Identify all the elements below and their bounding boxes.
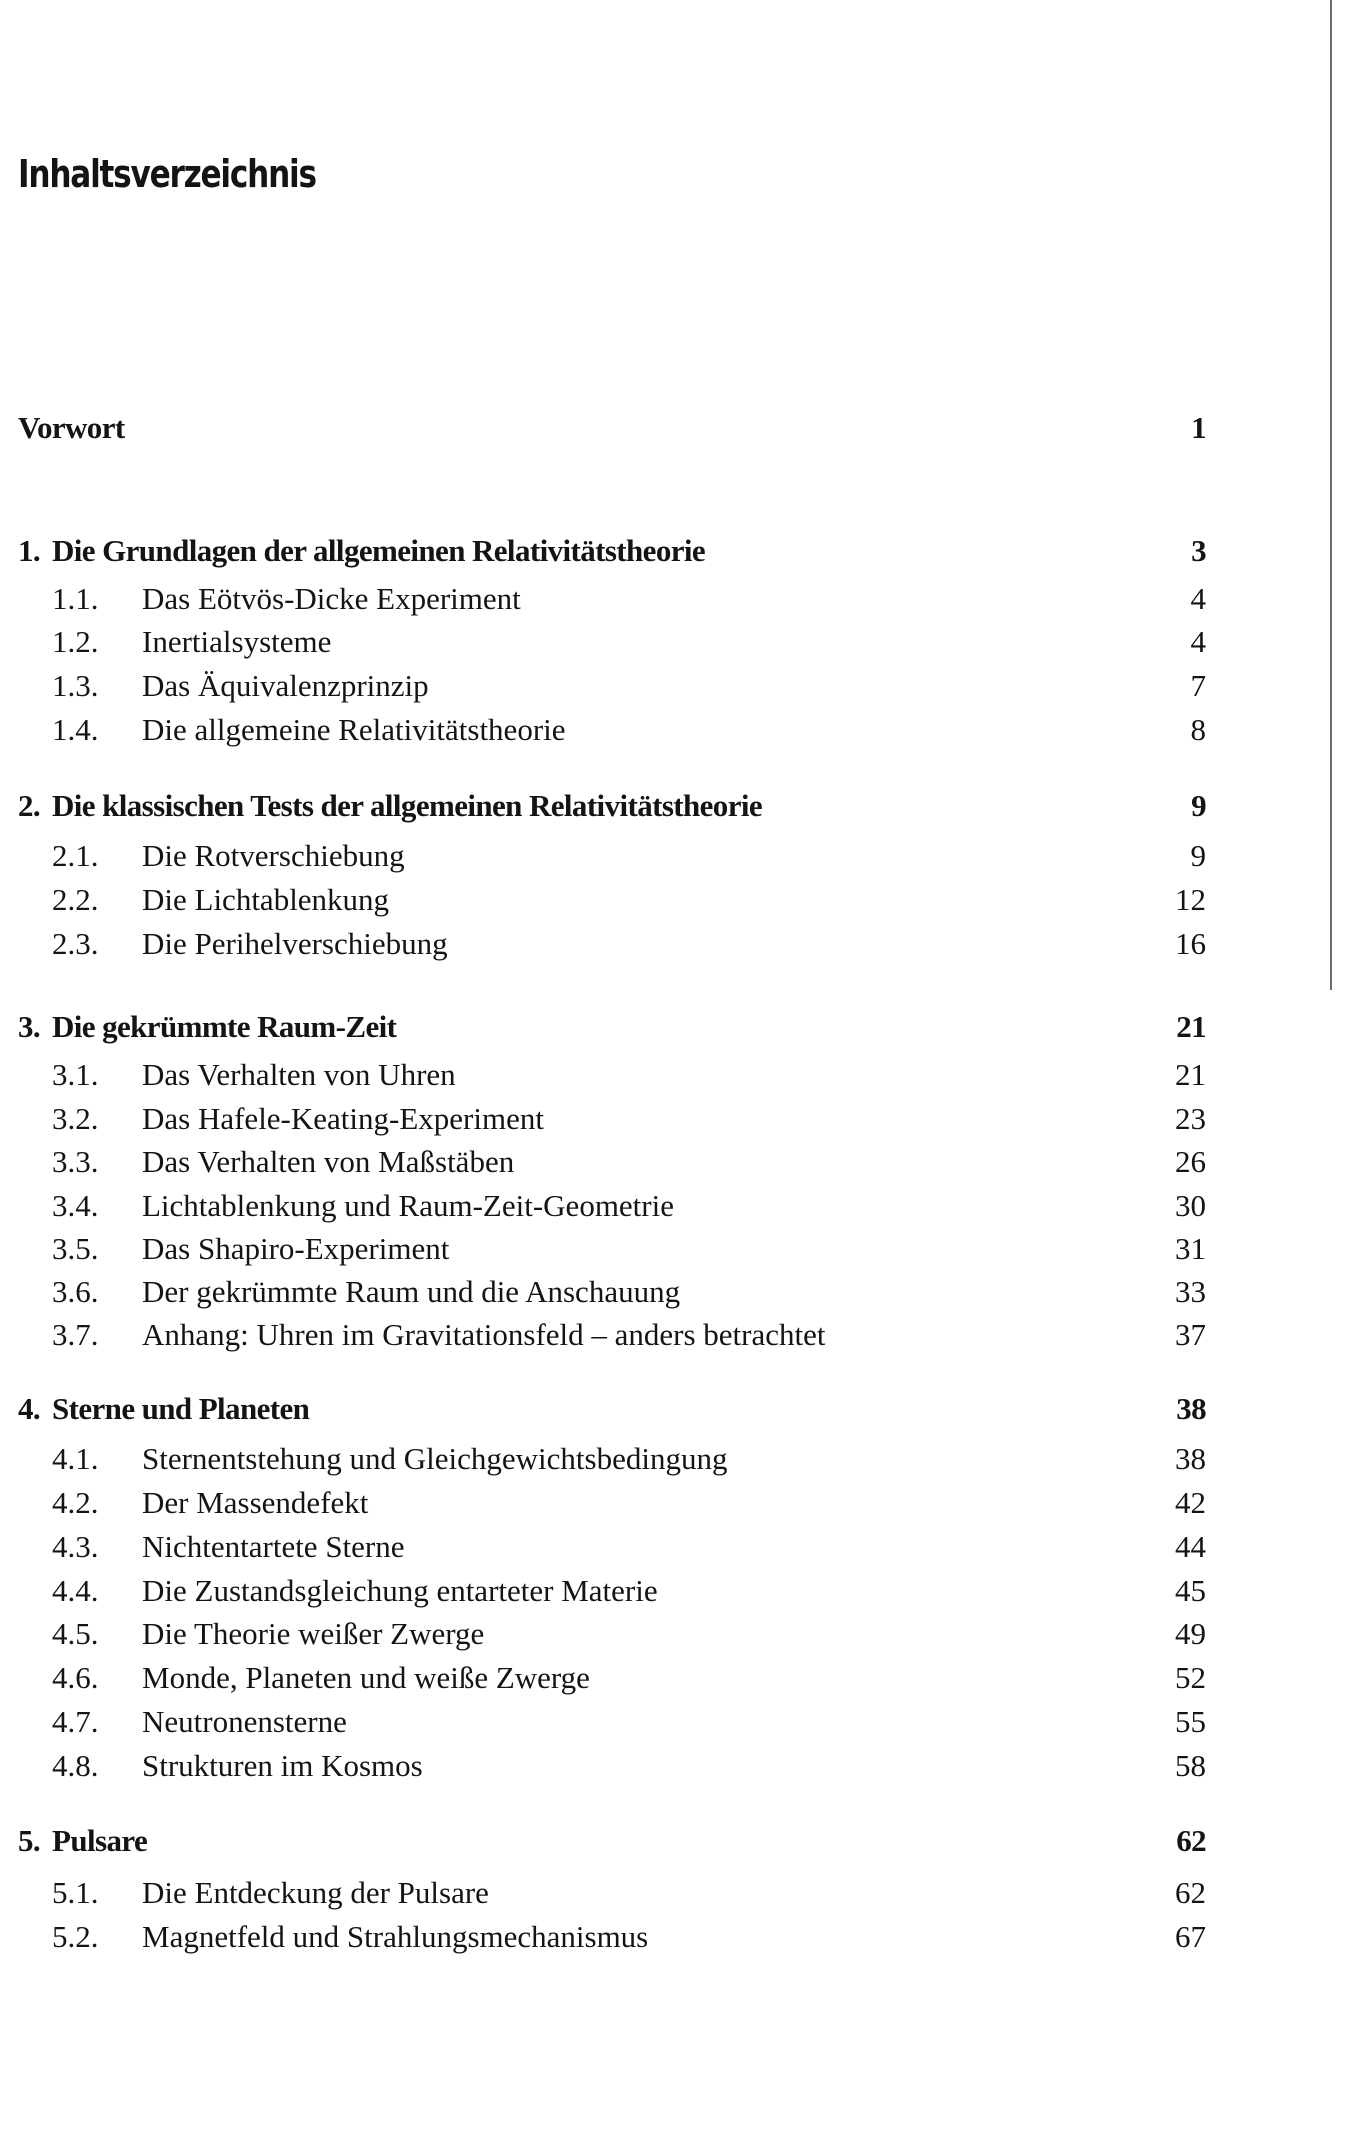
- toc-entry-title: Das Eötvös-Dicke Experiment: [142, 581, 521, 616]
- toc-entry-number: 4.: [18, 1391, 41, 1426]
- toc-entry-number: 3.1.: [52, 1057, 99, 1092]
- toc-entry-page: 8: [1190, 712, 1206, 747]
- toc-entry-page: 9: [1191, 788, 1206, 823]
- toc-entry-number: 1.3.: [52, 668, 99, 703]
- toc-entry-number: 1.: [18, 533, 41, 568]
- toc-entry-title: Die Rotverschiebung: [142, 838, 405, 873]
- toc-entry-title: Vorwort: [18, 410, 125, 445]
- toc-entry-title: Anhang: Uhren im Gravitationsfeld – anders betrachtet: [142, 1317, 826, 1352]
- toc-entry-number: 3.: [18, 1009, 41, 1044]
- toc-entry-page: 62: [1175, 1875, 1206, 1910]
- toc-section-4-4[interactable]: [0, 1569, 1350, 1613]
- toc-entry-number: 4.3.: [52, 1529, 99, 1564]
- toc-entry-title: Die gekrümmte Raum-Zeit: [52, 1009, 397, 1044]
- toc-entry-title: Der gekrümmte Raum und die Anschauung: [142, 1274, 681, 1309]
- toc-section-5-1[interactable]: [0, 1871, 1350, 1915]
- toc-entry-preface[interactable]: [0, 406, 1350, 450]
- toc-entry-title: Die Theorie weißer Zwerge: [142, 1616, 485, 1651]
- toc-entry-title: Pulsare: [52, 1823, 148, 1858]
- toc-section-1-2[interactable]: [0, 620, 1350, 664]
- toc-entry-title: Strukturen im Kosmos: [142, 1748, 423, 1783]
- toc-entry-title: Sternentstehung und Gleichgewichtsbedingung: [142, 1441, 728, 1476]
- toc-entry-number: 1.4.: [52, 712, 99, 747]
- toc-section-1-1[interactable]: [0, 577, 1350, 621]
- toc-entry-page: 52: [1175, 1660, 1206, 1695]
- toc-entry-title: Sterne und Planeten: [52, 1391, 310, 1426]
- toc-section-4-8[interactable]: [0, 1744, 1350, 1788]
- toc-entry-title: Die klassischen Tests der allgemeinen Relativitätstheorie: [52, 788, 763, 823]
- toc-entry-number: 3.4.: [52, 1188, 99, 1223]
- toc-entry-number: 2.2.: [52, 882, 99, 917]
- toc-entry-number: 5.1.: [52, 1875, 99, 1910]
- toc-entry-page: 31: [1175, 1231, 1206, 1266]
- toc-section-4-1[interactable]: [0, 1437, 1350, 1481]
- toc-entry-title: Das Shapiro-Experiment: [142, 1231, 450, 1266]
- toc-entry-number: 3.5.: [52, 1231, 99, 1266]
- toc-entry-page: 37: [1175, 1317, 1206, 1352]
- toc-section-3-6[interactable]: [0, 1270, 1350, 1314]
- toc-entry-page: 58: [1175, 1748, 1206, 1783]
- toc-entry-title: Nichtentartete Sterne: [142, 1529, 405, 1564]
- toc-section-4-7[interactable]: [0, 1700, 1350, 1744]
- toc-entry-page: 1: [1191, 410, 1206, 445]
- toc-section-4-2[interactable]: [0, 1481, 1350, 1525]
- toc-entry-number: 4.2.: [52, 1485, 99, 1520]
- toc-entry-number: 2.3.: [52, 926, 99, 961]
- toc-section-2-2[interactable]: [0, 878, 1350, 922]
- toc-entry-page: 26: [1175, 1144, 1206, 1179]
- toc-section-1-4[interactable]: [0, 708, 1350, 752]
- toc-entry-page: 30: [1175, 1188, 1206, 1223]
- toc-section-2-3[interactable]: [0, 922, 1350, 966]
- toc-section-4-6[interactable]: [0, 1656, 1350, 1700]
- toc-entry-page: 23: [1175, 1101, 1206, 1136]
- toc-entry-title: Inertialsysteme: [142, 624, 332, 659]
- toc-entry-page: 49: [1175, 1616, 1206, 1651]
- toc-entry-title: Das Verhalten von Maßstäben: [142, 1144, 515, 1179]
- toc-entry-number: 3.7.: [52, 1317, 99, 1352]
- page-title: Inhaltsverzeichnis: [18, 152, 316, 196]
- toc-entry-title: Monde, Planeten und weiße Zwerge: [142, 1660, 590, 1695]
- toc-entry-title: Die allgemeine Relativitätstheorie: [142, 712, 566, 747]
- toc-entry-page: 7: [1190, 668, 1206, 703]
- toc-entry-title: Die Entdeckung der Pulsare: [142, 1875, 489, 1910]
- toc-entry-title: Der Massendefekt: [142, 1485, 369, 1520]
- toc-entry-page: 44: [1175, 1529, 1206, 1564]
- toc-entry-page: 45: [1175, 1573, 1206, 1608]
- toc-section-5-2[interactable]: [0, 1915, 1350, 1959]
- toc-entry-page: 62: [1176, 1823, 1206, 1858]
- toc-entry-page: 21: [1175, 1057, 1206, 1092]
- toc-entry-number: 3.6.: [52, 1274, 99, 1309]
- toc-entry-number: 5.2.: [52, 1919, 99, 1954]
- toc-chapter-2[interactable]: [0, 784, 1350, 828]
- toc-entry-page: 42: [1175, 1485, 1206, 1520]
- toc-section-3-5[interactable]: [0, 1227, 1350, 1271]
- toc-entry-number: 4.1.: [52, 1441, 99, 1476]
- toc-entry-page: 9: [1190, 838, 1206, 873]
- toc-entry-number: 5.: [18, 1823, 41, 1858]
- toc-entry-page: 67: [1175, 1919, 1206, 1954]
- toc-entry-number: 1.1.: [52, 581, 99, 616]
- toc-section-4-3[interactable]: [0, 1525, 1350, 1569]
- toc-entry-page: 4: [1190, 624, 1206, 659]
- toc-entry-title: Das Verhalten von Uhren: [142, 1057, 456, 1092]
- toc-entry-title: Das Äquivalenzprinzip: [142, 668, 429, 703]
- toc-entry-title: Lichtablenkung und Raum-Zeit-Geometrie: [142, 1188, 674, 1223]
- toc-chapter-3[interactable]: [0, 1005, 1350, 1049]
- toc-entry-title: Die Lichtablenkung: [142, 882, 390, 917]
- toc-entry-title: Die Grundlagen der allgemeinen Relativitätstheorie: [52, 533, 706, 568]
- toc-entry-number: 4.5.: [52, 1616, 99, 1651]
- toc-entry-number: 3.2.: [52, 1101, 99, 1136]
- toc-entry-page: 38: [1175, 1441, 1206, 1476]
- toc-entry-number: 4.7.: [52, 1704, 99, 1739]
- toc-entry-title: Die Zustandsgleichung entarteter Materie: [142, 1573, 658, 1608]
- toc-entry-page: 4: [1190, 581, 1206, 616]
- toc-entry-title: Neutronensterne: [142, 1704, 347, 1739]
- toc-entry-title: Das Hafele-Keating-Experiment: [142, 1101, 544, 1136]
- toc-entry-title: Magnetfeld und Strahlungsmechanismus: [142, 1919, 649, 1954]
- toc-section-3-1[interactable]: [0, 1053, 1350, 1097]
- toc-entry-title: Die Perihelverschiebung: [142, 926, 448, 961]
- toc-entry-number: 4.4.: [52, 1573, 99, 1608]
- toc-entry-page: 55: [1175, 1704, 1206, 1739]
- toc-entry-page: 12: [1175, 882, 1206, 917]
- toc-entry-page: 38: [1176, 1391, 1206, 1426]
- toc-entry-number: 4.8.: [52, 1748, 99, 1783]
- toc-entry-number: 2.1.: [52, 838, 99, 873]
- toc-chapter-1[interactable]: [0, 529, 1350, 573]
- toc-entry-page: 33: [1175, 1274, 1206, 1309]
- toc-entry-page: 3: [1191, 533, 1206, 568]
- toc-section-3-3[interactable]: [0, 1140, 1350, 1184]
- toc-section-3-7[interactable]: [0, 1313, 1350, 1357]
- toc-entry-page: 16: [1175, 926, 1206, 961]
- toc-entry-number: 1.2.: [52, 624, 99, 659]
- toc-entry-number: 4.6.: [52, 1660, 99, 1695]
- toc-chapter-5[interactable]: [0, 1819, 1350, 1863]
- toc-section-3-2[interactable]: [0, 1097, 1350, 1141]
- toc-entry-number: 2.: [18, 788, 41, 823]
- toc-section-1-3[interactable]: [0, 664, 1350, 708]
- toc-section-2-1[interactable]: [0, 834, 1350, 878]
- toc-chapter-4[interactable]: [0, 1387, 1350, 1431]
- toc-section-3-4[interactable]: [0, 1184, 1350, 1228]
- toc-section-4-5[interactable]: [0, 1612, 1350, 1656]
- toc-entry-page: 21: [1176, 1009, 1206, 1044]
- toc-entry-number: 3.3.: [52, 1144, 99, 1179]
